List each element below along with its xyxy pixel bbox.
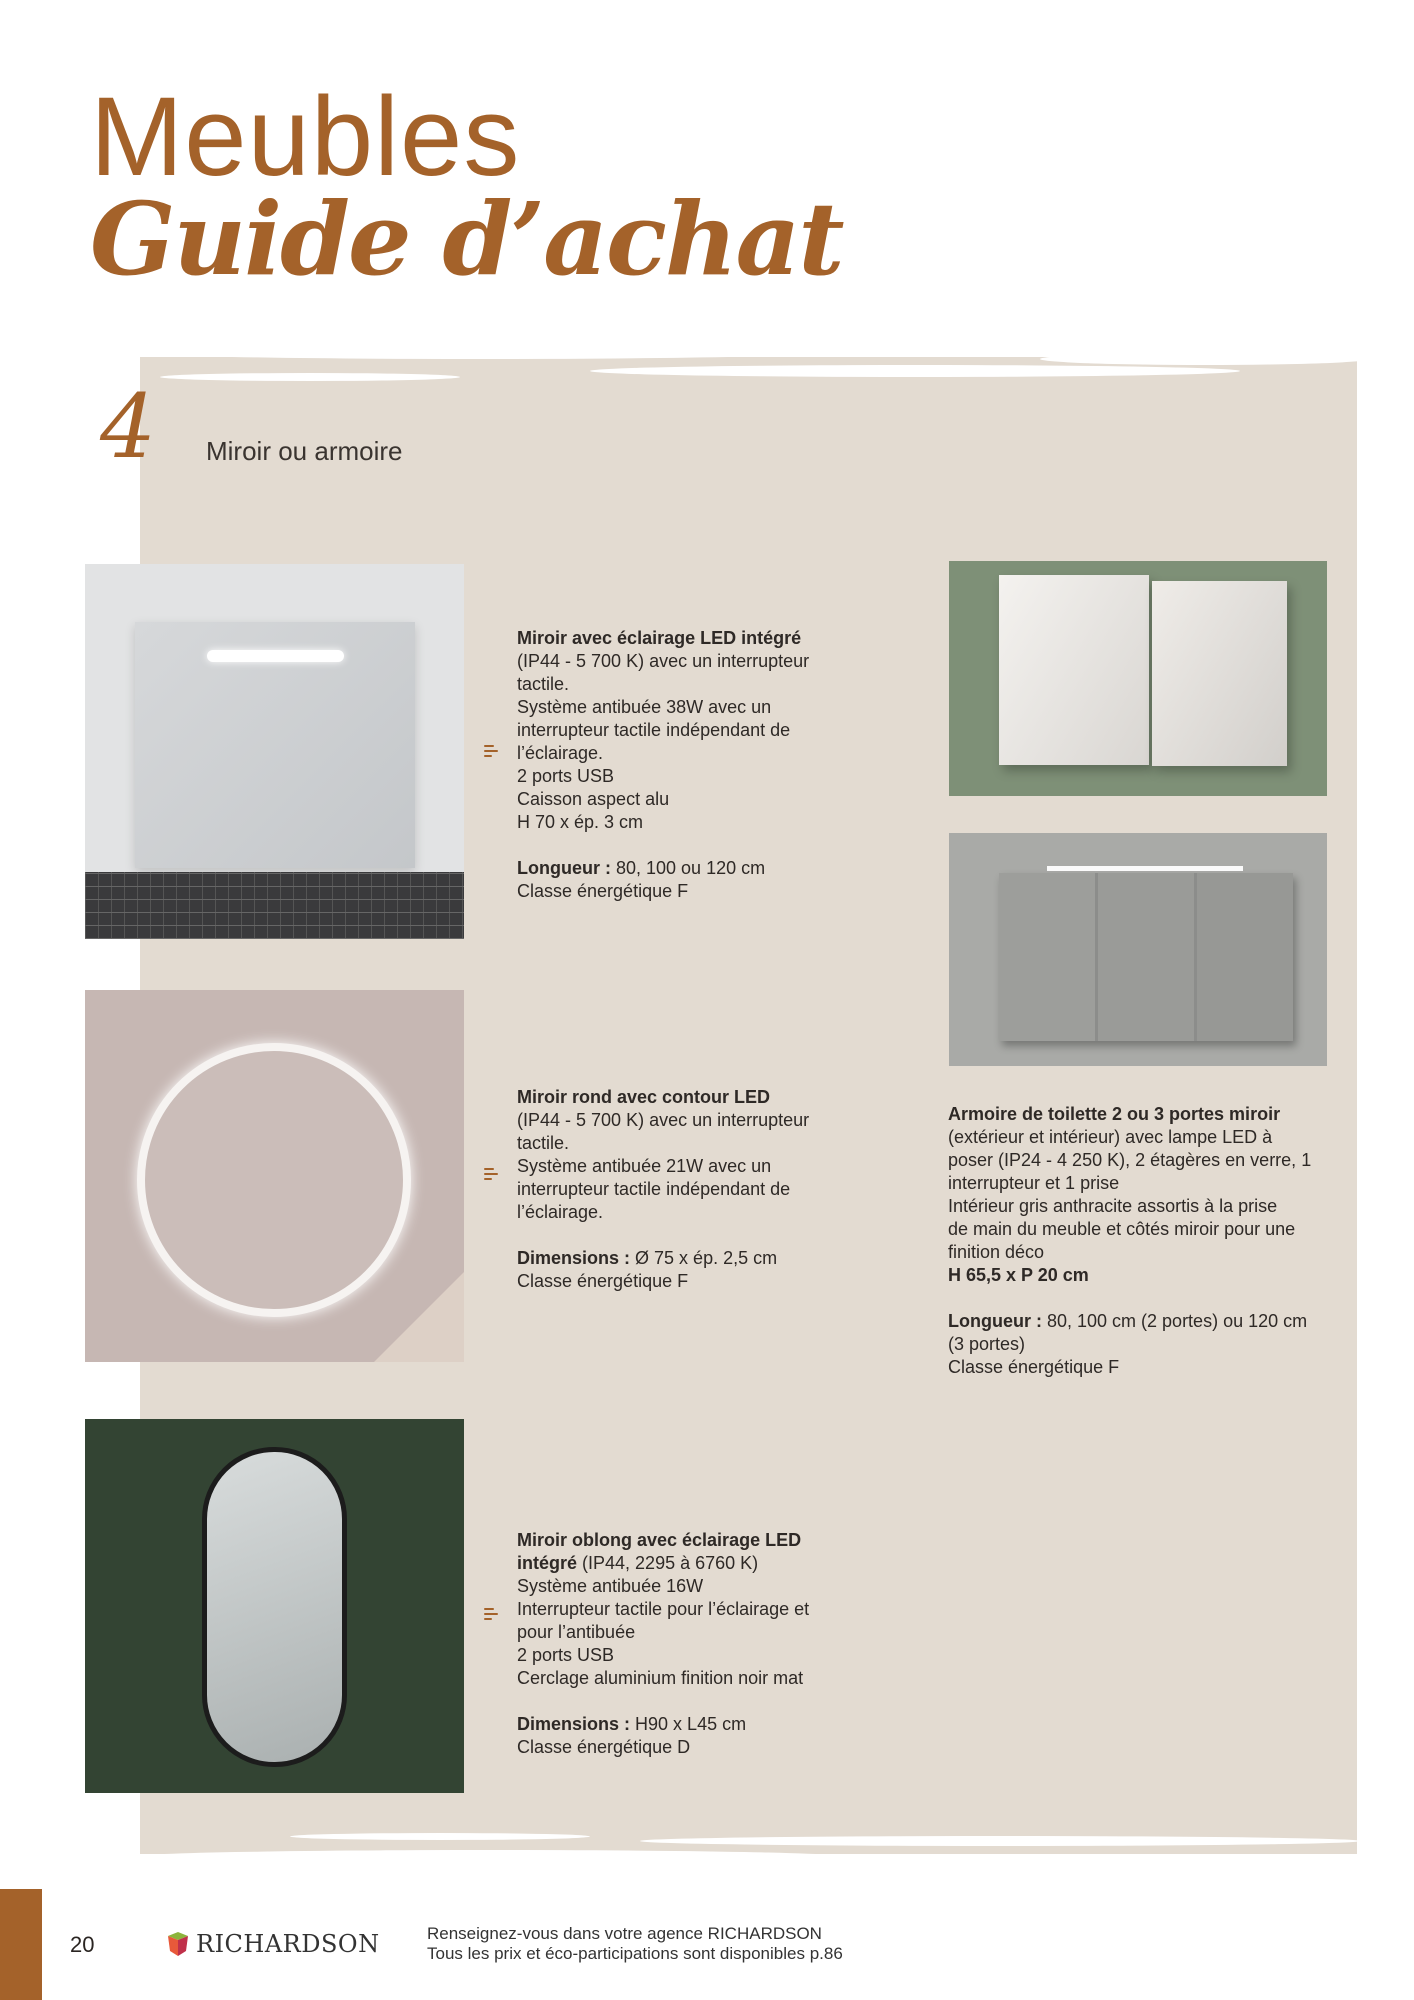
- dimensions: H 65,5 x P 20 cm: [948, 1265, 1089, 1285]
- spec-value: (3 portes): [948, 1334, 1026, 1354]
- decorative-dash-icon: [484, 742, 500, 764]
- desc-line: Intérieur gris anthracite assortis à la prise: [948, 1196, 1278, 1216]
- energy-class: Classe énergétique F: [948, 1357, 1120, 1377]
- desc-line: de main du meuble et côtés miroir pour une: [948, 1219, 1296, 1239]
- desc-line: (IP44 - 5 700 K) avec un interrupteur: [517, 651, 810, 671]
- desc-line: 2 ports USB: [517, 1645, 615, 1665]
- product-image-led-mirror: [85, 564, 464, 939]
- desc-line: Système antibuée 38W avec un: [517, 697, 772, 717]
- product-title-cont: intégré: [517, 1553, 578, 1573]
- product-description-cabinet: [948, 1103, 1311, 1379]
- page-number: 20: [70, 1932, 95, 1957]
- desc-line: Caisson aspect alu: [517, 789, 670, 809]
- desc-line: interrupteur et 1 prise: [948, 1173, 1120, 1193]
- spec-value: 80, 100 ou 120 cm: [610, 858, 766, 878]
- desc-line: 2 ports USB: [517, 766, 615, 786]
- desc-line: finition déco: [948, 1242, 1045, 1262]
- product-title: Miroir avec éclairage LED intégré: [517, 628, 802, 648]
- spec-value: H90 x L45 cm: [630, 1714, 747, 1734]
- desc-line: interrupteur tactile indépendant de: [517, 1179, 791, 1199]
- desc-line: poser (IP24 - 4 250 K), 2 étagères en verre, 1: [948, 1150, 1312, 1170]
- energy-class: Classe énergétique D: [517, 1737, 691, 1757]
- spec-label: Longueur :: [517, 858, 611, 878]
- desc-line: pour l’antibuée: [517, 1622, 636, 1642]
- section-number: 4: [100, 375, 156, 478]
- brand-name: RICHARDSON: [196, 1930, 380, 1958]
- spec-label: Longueur :: [948, 1311, 1042, 1331]
- desc-line: tactile.: [517, 1133, 570, 1153]
- desc-line: l’éclairage.: [517, 743, 604, 763]
- desc-line: interrupteur tactile indépendant de: [517, 720, 791, 740]
- spec-label: Dimensions :: [517, 1714, 631, 1734]
- desc-line: H 70 x ép. 3 cm: [517, 812, 644, 832]
- desc-line: Cerclage aluminium finition noir mat: [517, 1668, 804, 1688]
- desc-line: (extérieur et intérieur) avec lampe LED à: [948, 1127, 1273, 1147]
- product-title: Miroir oblong avec éclairage LED: [517, 1530, 802, 1550]
- product-image-oblong-mirror: [85, 1419, 464, 1793]
- spec-value: 80, 100 cm (2 portes) ou 120 cm: [1041, 1311, 1308, 1331]
- product-image-cabinet-3-doors: [949, 833, 1327, 1066]
- richardson-logo: [166, 1930, 380, 1958]
- logo-cube-icon: [166, 1931, 190, 1957]
- energy-class: Classe énergétique F: [517, 881, 689, 901]
- product-description-oblong-mirror: [517, 1529, 809, 1759]
- desc-line: Interrupteur tactile pour l’éclairage et: [517, 1599, 810, 1619]
- title-meubles: Meubles: [90, 74, 521, 199]
- decorative-dash-icon: [484, 1605, 500, 1627]
- desc-line: (IP44 - 5 700 K) avec un interrupteur: [517, 1110, 810, 1130]
- product-description-led-mirror: [517, 627, 809, 903]
- product-image-cabinet-2-doors: [949, 561, 1327, 796]
- product-description-round-mirror: [517, 1086, 809, 1293]
- product-title: Armoire de toilette 2 ou 3 portes miroir: [948, 1104, 1281, 1124]
- footer-accent-bar: [0, 1889, 42, 2000]
- desc-line: Système antibuée 21W avec un: [517, 1156, 772, 1176]
- title-guide-achat: Guide d’achat: [90, 180, 843, 298]
- footer-note: [427, 1924, 843, 1964]
- spec-label: Dimensions :: [517, 1248, 631, 1268]
- product-title: Miroir rond avec contour LED: [517, 1087, 771, 1107]
- footer-line: Renseignez-vous dans votre agence RICHARDSON: [427, 1924, 822, 1943]
- spec-value: Ø 75 x ép. 2,5 cm: [630, 1248, 778, 1268]
- desc-line: l’éclairage.: [517, 1202, 604, 1222]
- desc-line: Système antibuée 16W: [517, 1576, 704, 1596]
- energy-class: Classe énergétique F: [517, 1271, 689, 1291]
- desc-line: tactile.: [517, 674, 570, 694]
- footer-line: Tous les prix et éco-participations sont disponibles p.86: [427, 1944, 843, 1963]
- product-image-round-mirror: [85, 990, 464, 1362]
- section-title: Miroir ou armoire: [206, 436, 403, 466]
- desc-line: (IP44, 2295 à 6760 K): [577, 1553, 759, 1573]
- decorative-dash-icon: [484, 1165, 500, 1187]
